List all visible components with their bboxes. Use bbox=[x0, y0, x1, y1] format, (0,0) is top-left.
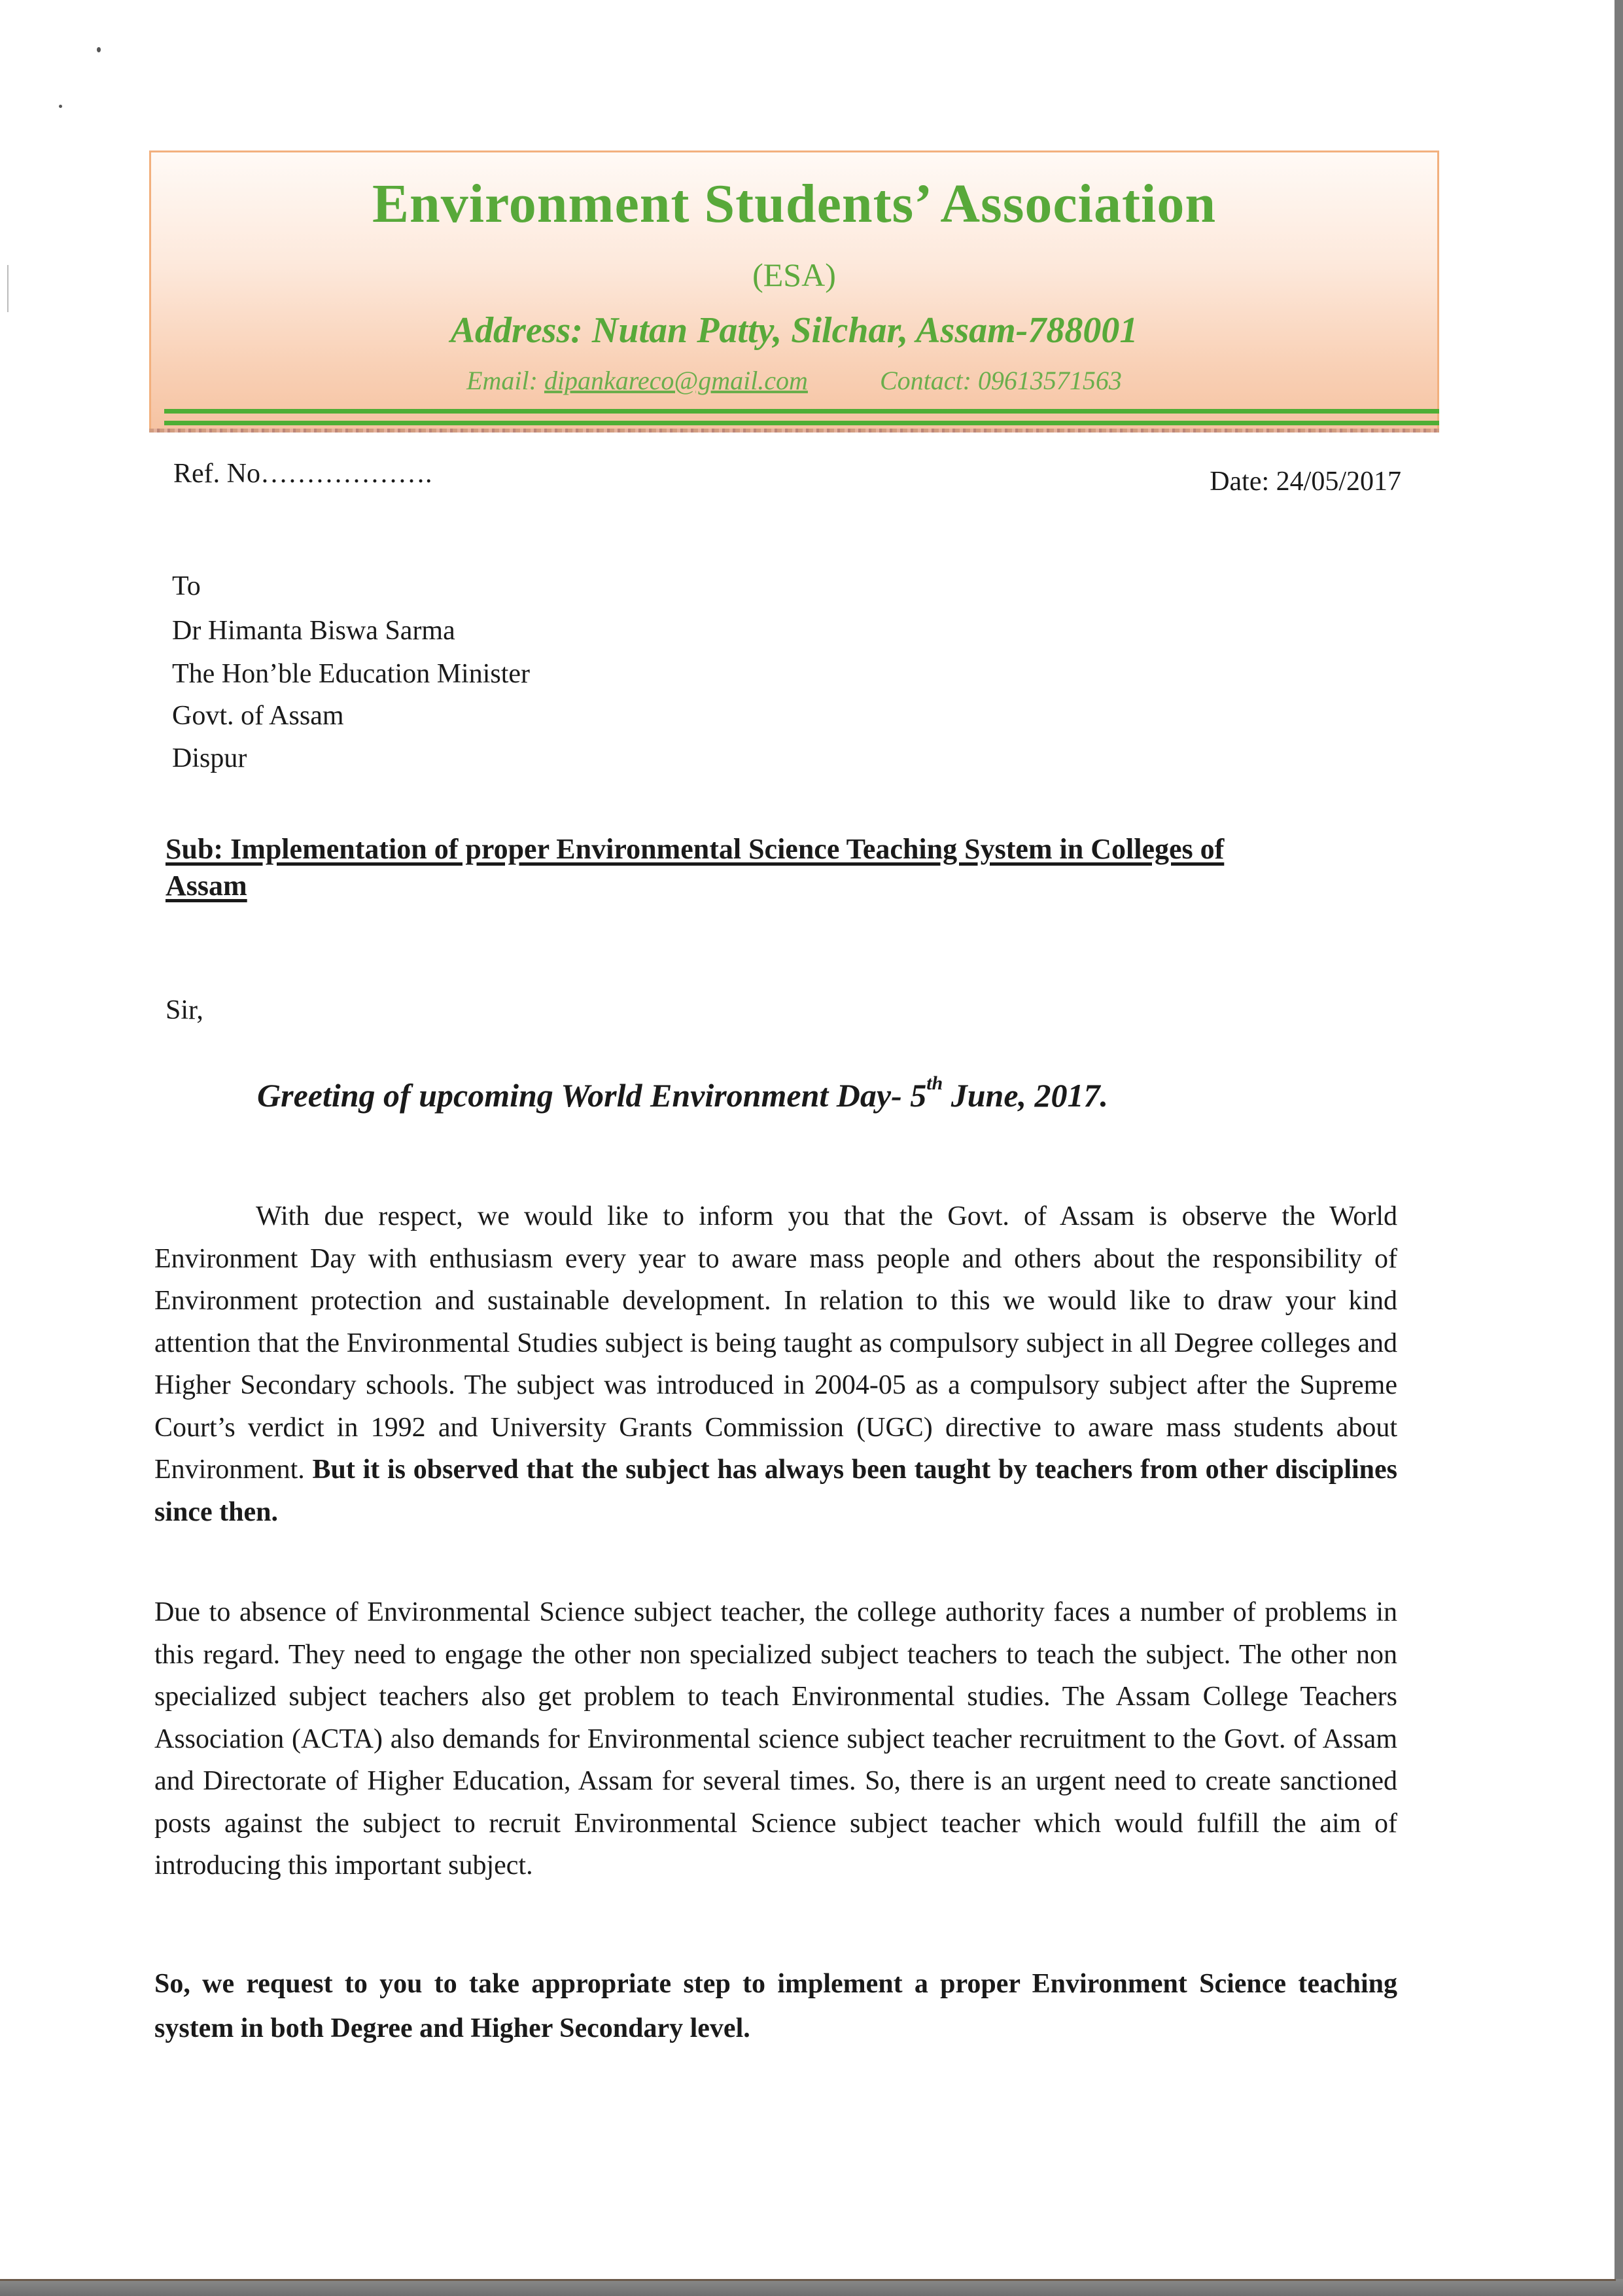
organization-address: Address: Nutan Patty, Silchar, Assam-788001 bbox=[450, 310, 1138, 351]
request-paragraph: So, we request to you to take appropriate step to implement a proper Environment Science teaching system in both Degree and Higher Secondary level. bbox=[154, 1969, 1397, 2043]
scan-speck bbox=[97, 47, 101, 52]
greeting-ordinal: th bbox=[926, 1072, 943, 1094]
subject-line-1: Sub: Implementation of proper Environmental Science Teaching System in Colleges of bbox=[166, 833, 1225, 865]
letter-date: Date: 24/05/2017 bbox=[1210, 467, 1401, 497]
body-paragraph-2: Due to absence of Environmental Science subject teacher, the college authority faces a number of problems in this regard. They need to engage the other non specialized subject teachers to teach the subject. The other non specialized subject teachers also get problem to teach Environmental studies. The Assam College Teachers Association (ACTA) also demands for Environmental science subject teacher recruitment to the Govt. of Assam and Directorate of Higher Education, Assam for several times. So, there is an urgent need to create sanctioned posts against the subject to recruit Environmental Science subject teacher which would fulfill the aim of introducing this important subject. bbox=[154, 1597, 1397, 1881]
reference-number: Ref. No………………. bbox=[173, 459, 432, 489]
recipient-title: The Hon’ble Education Minister bbox=[172, 659, 531, 689]
organization-name: Environment Students’ Association bbox=[372, 173, 1217, 234]
email-label: Email: bbox=[466, 366, 544, 395]
recipient-name: Dr Himanta Biswa Sarma bbox=[172, 616, 455, 646]
salutation: Sir, bbox=[166, 995, 203, 1025]
greeting-text: Greeting of upcoming World Environment Day- 5 bbox=[257, 1077, 927, 1114]
email-link[interactable]: dipankareco@gmail.com bbox=[544, 366, 808, 395]
letterhead-rule-bottom bbox=[164, 421, 1439, 425]
scan-speck bbox=[59, 105, 62, 108]
paragraph-1-emphasis: But it is observed that the subject has always been taught by teachers from other disciplines since then. bbox=[154, 1455, 1397, 1527]
paragraph-1-text: With due respect, we would like to inform you that the Govt. of Assam is observe the World Environment Day with enthusiasm every year to aware mass people and others about the responsibility of Environment protection and sustainable development. In relation to this we would like to draw your kind attention that the Environmental Studies subject is being taught as compulsory subject in all Degree colleges and Higher Secondary schools. The subject was introduced in 2004-05 as a compulsory subject after the Supreme Court’s verdict in 1992 and University Grants Commission (UGC) directive to aware mass students about Environment. bbox=[154, 1201, 1397, 1485]
contact-row bbox=[151, 365, 1437, 396]
recipient-to: To bbox=[172, 571, 201, 601]
greeting-line bbox=[257, 1072, 1109, 1114]
recipient-location: Dispur bbox=[172, 743, 247, 773]
letterhead bbox=[149, 150, 1439, 429]
subject-line-2: Assam bbox=[166, 870, 247, 902]
letterhead-rule-top bbox=[164, 409, 1439, 414]
recipient-government: Govt. of Assam bbox=[172, 701, 344, 731]
scanner-edge-right bbox=[1614, 0, 1623, 2296]
scanner-edge-bottom bbox=[0, 2279, 1623, 2296]
letter-subject bbox=[166, 831, 1408, 904]
organization-abbreviation: (ESA) bbox=[752, 256, 836, 293]
body-paragraph-1 bbox=[154, 1195, 1397, 1533]
greeting-date: June, 2017. bbox=[943, 1077, 1109, 1114]
contact-number: Contact: 09613571563 bbox=[879, 366, 1122, 395]
scan-edge-mark bbox=[7, 265, 9, 312]
